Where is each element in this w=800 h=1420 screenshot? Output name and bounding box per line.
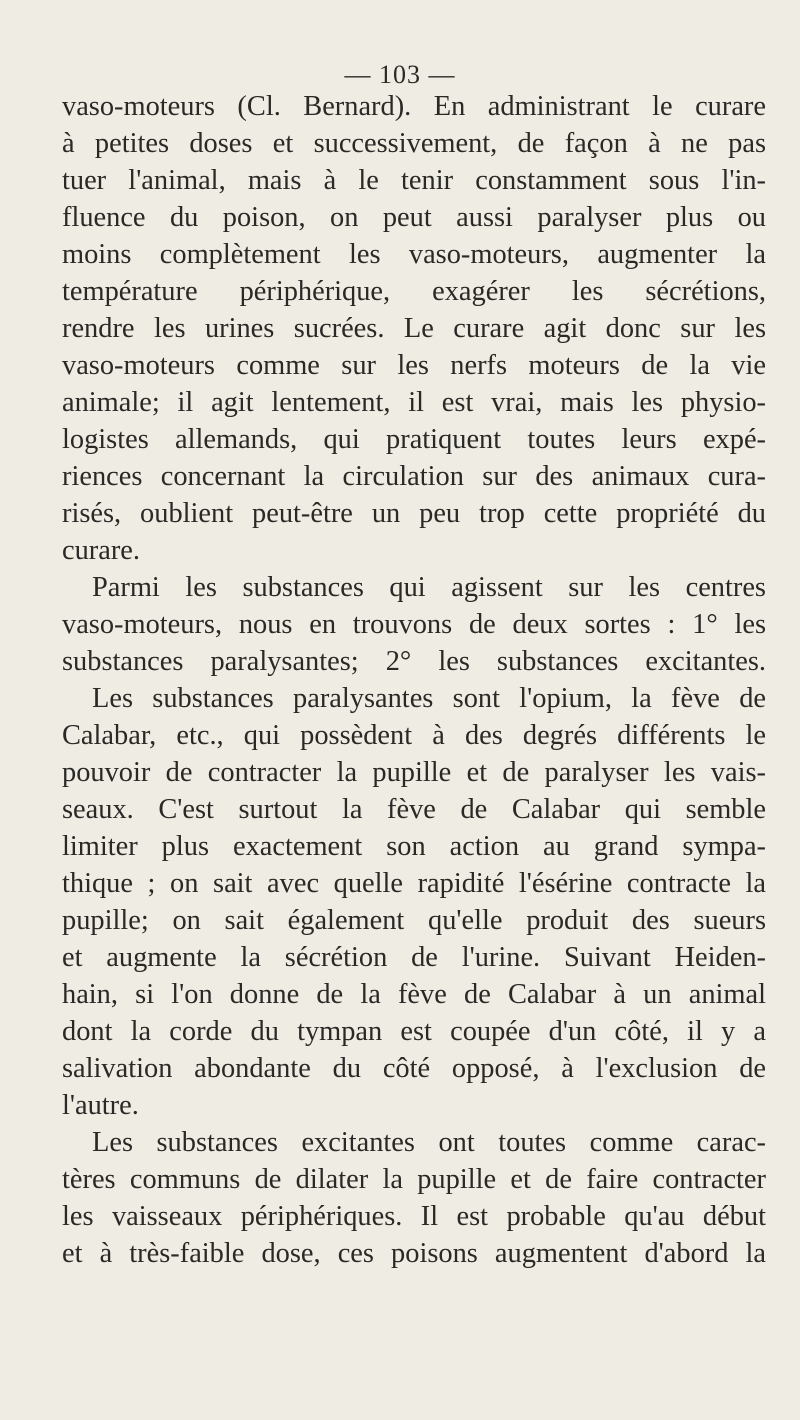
paragraph-start-line: Parmi les substances qui agissent sur les centres — [92, 572, 766, 603]
text-line: à petites doses et successivement, de façon à ne pas — [62, 128, 766, 159]
text-line: logistes allemands, qui pratiquent toutes leurs expé- — [62, 424, 766, 455]
text-line: et à très-faible dose, ces poisons augmentent d'abord la — [62, 1238, 766, 1269]
paragraph-end-line: l'autre. — [62, 1090, 139, 1121]
text-line: les vaisseaux périphériques. Il est probable qu'au début — [62, 1201, 766, 1232]
text-line: Calabar, etc., qui possèdent à des degrés différents le — [62, 720, 766, 751]
text-line: vaso-moteurs, nous en trouvons de deux sortes : 1° les — [62, 609, 766, 640]
text-line: fluence du poison, on peut aussi paralyser plus ou — [62, 202, 766, 233]
text-line: rendre les urines sucrées. Le curare agit donc sur les — [62, 313, 766, 344]
text-line: pupille; on sait également qu'elle produit des sueurs — [62, 905, 766, 936]
text-line: Les substances paralysantes sont l'opium, la fève de — [92, 683, 766, 714]
text-line: limiter plus exactement son action au grand sympa- — [62, 831, 766, 862]
text-line: risés, oublient peut-être un peu trop cette propriété du — [62, 498, 766, 529]
paragraph-end-line: curare. — [62, 535, 141, 566]
text-line: moins complètement les vaso-moteurs, augmenter la — [62, 239, 766, 270]
text-line: hain, si l'on donne de la fève de Calabar à un animal — [62, 979, 766, 1010]
text-line: tères communs de dilater la pupille et de faire contracter — [62, 1164, 766, 1195]
text-line: thique ; on sait avec quelle rapidité l'ésérine contracte la — [62, 868, 766, 899]
text-line: salivation abondante du côté opposé, à l'exclusion de — [62, 1053, 766, 1084]
text-line: tuer l'animal, mais à le tenir constamment sous l'in- — [62, 165, 766, 196]
text-line: et augmente la sécrétion de l'urine. Suivant Heiden- — [62, 942, 766, 973]
body-text — [62, 88, 766, 1272]
text-line: substances paralysantes; 2° les substances excitantes. — [62, 646, 766, 677]
text-line: riences concernant la circulation sur des animaux cura- — [62, 461, 766, 492]
text-line: pouvoir de contracter la pupille et de paralyser les vais- — [62, 757, 766, 788]
text-line: température périphérique, exagérer les sécrétions, — [62, 276, 766, 307]
text-line: seaux. C'est surtout la fève de Calabar qui semble — [62, 794, 766, 825]
page-number: — 103 — — [344, 60, 456, 89]
text-line: animale; il agit lentement, il est vrai, mais les physio- — [62, 387, 766, 418]
text-line: vaso-moteurs (Cl. Bernard). En administrant le curare — [62, 91, 766, 122]
text-line: dont la corde du tympan est coupée d'un côté, il y a — [62, 1016, 766, 1047]
text-line: vaso-moteurs comme sur les nerfs moteurs de la vie — [62, 350, 766, 381]
paragraph-start-line: Les substances excitantes ont toutes comme carac- — [92, 1127, 766, 1158]
